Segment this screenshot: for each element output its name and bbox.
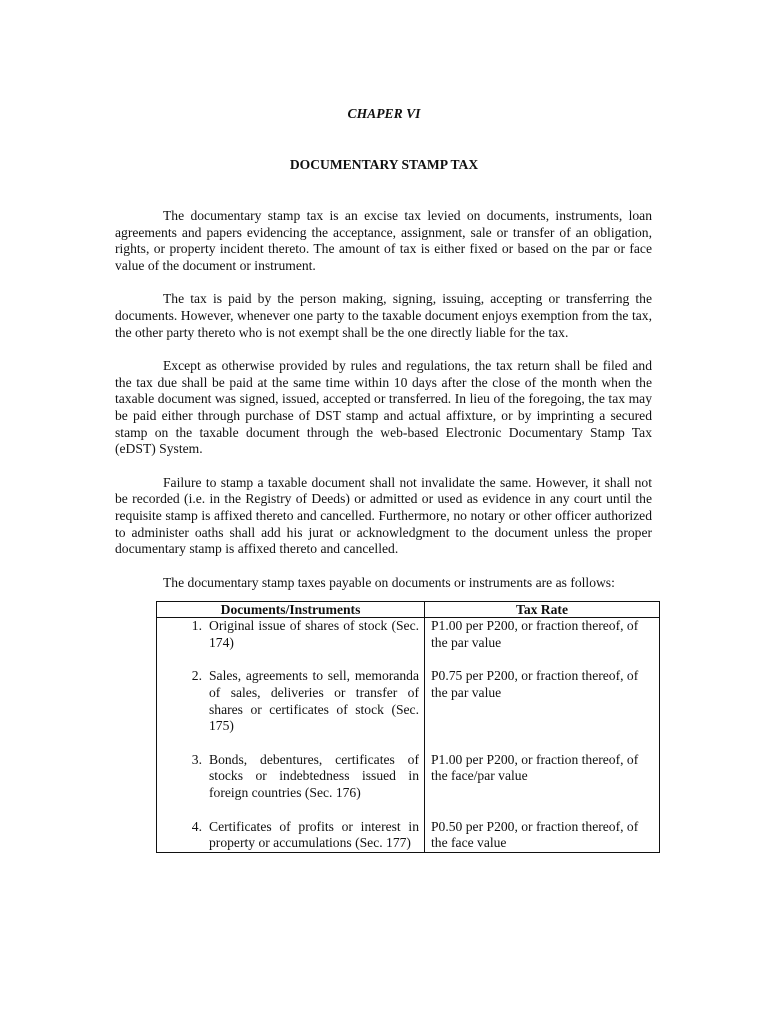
paragraph: Except as otherwise provided by rules and regulations, the tax return shall be filed and the tax due shall be paid at the same time within 10 days after the close of the month when the taxable document was signed, issued, accepted or transferred. In lieu of the foregoing, the tax may be paid either through purchase of DST stamp and actual affixture, or by imprinting a secured stamp on the taxable document through the web-based Electronic Documentary Stamp Tax (eDST) System. (115, 358, 652, 457)
tax-rate-cell: P1.00 per P200, or fraction thereof, of the face/par value (425, 752, 660, 819)
paragraph: Failure to stamp a taxable document shall not invalidate the same. However, it shall not be recorded (i.e. in the Registry of Deeds) or admitted or used as evidence in any court until the requisite stamp is affixed thereto and cancelled. Furthermore, no notary or other officer authorized to administer oaths shall add his jurat or acknowledgment to the document unless the proper documentary stamp is affixed thereto and cancelled. (115, 474, 652, 557)
item-number: 2. (191, 668, 202, 684)
table-row (157, 819, 660, 853)
chapter-heading: CHAPER VI (347, 106, 421, 121)
column-header-documents: Documents/Instruments (157, 602, 425, 618)
tax-rate-table (156, 601, 660, 853)
document-text: Certificates of profits or interest in property or accumulations (Sec. 177) (209, 818, 419, 851)
document-text: Original issue of shares of stock (Sec. 174) (209, 618, 419, 650)
table-row (157, 618, 660, 669)
document-body (115, 208, 652, 853)
table-row (157, 668, 660, 751)
item-number: 3. (191, 751, 202, 767)
item-number: 1. (191, 618, 202, 634)
tax-rate-cell: P0.75 per P200, or fraction thereof, of the par value (425, 668, 660, 751)
tax-rate-cell: P0.50 per P200, or fraction thereof, of the face value (425, 819, 660, 853)
document-cell (157, 668, 425, 751)
document-cell (157, 819, 425, 853)
document-cell (157, 618, 425, 669)
document-cell (157, 752, 425, 819)
table-row (157, 752, 660, 819)
document-text: Sales, agreements to sell, memoranda of sales, deliveries or transfer of shares or certificates of stock (Sec. 175) (209, 668, 419, 734)
paragraph: The tax is paid by the person making, signing, issuing, accepting or transferring the documents. However, whenever one party to the taxable document enjoys exemption from the tax, the other party thereto who is not exempt shall be the one directly liable for the tax. (115, 291, 652, 340)
page-title: DOCUMENTARY STAMP TAX (289, 157, 479, 172)
paragraph: The documentary stamp taxes payable on documents or instruments are as follows: (163, 574, 615, 590)
document-text: Bonds, debentures, certificates of stocks or indebtedness issued in foreign countries (Sec. 176) (209, 751, 419, 801)
tax-rate-cell: P1.00 per P200, or fraction thereof, of the par value (425, 618, 660, 669)
item-number: 4. (191, 818, 202, 834)
column-header-tax-rate: Tax Rate (425, 602, 660, 618)
paragraph: The documentary stamp tax is an excise tax levied on documents, instruments, loan agreements and papers evidencing the acceptance, assignment, sale or transfer of an obligation, rights, or property incident thereto. The amount of tax is either fixed or based on the par or face value of the document or instrument. (115, 208, 652, 273)
table-header-row (157, 602, 660, 618)
